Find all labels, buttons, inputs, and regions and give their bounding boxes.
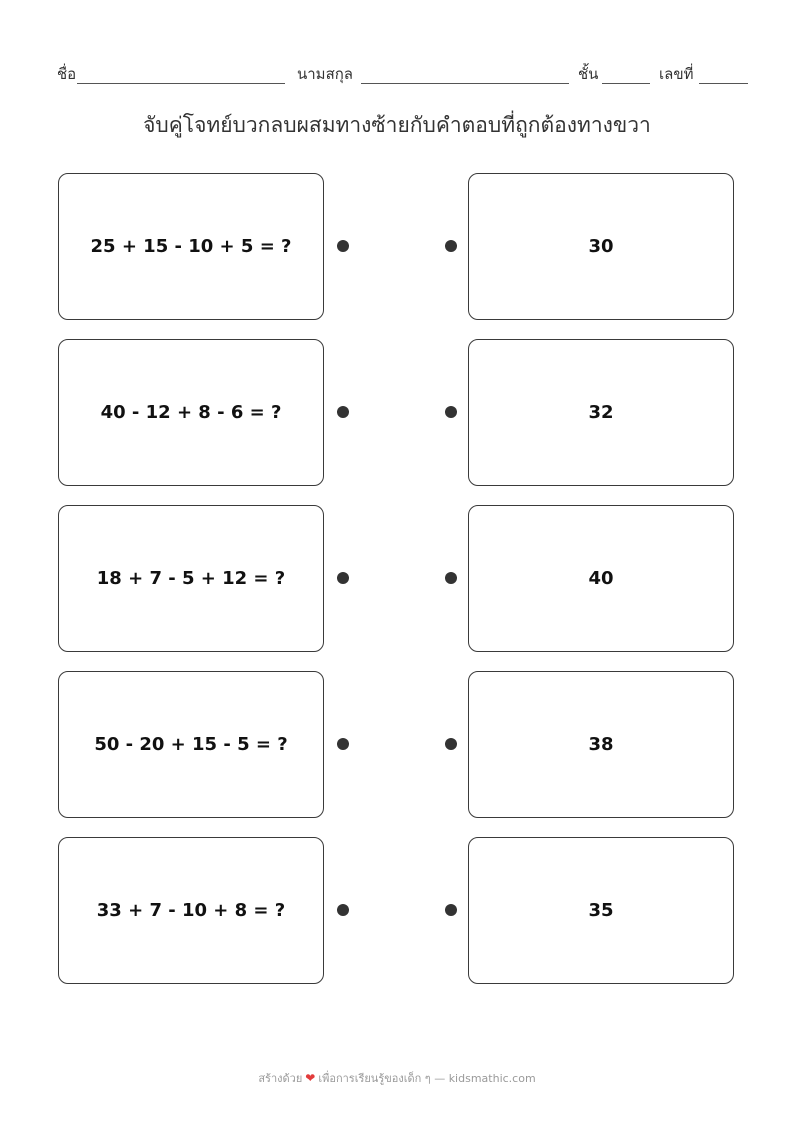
answer-card — [468, 339, 734, 486]
question-card — [58, 173, 324, 320]
answer-text: 38 — [588, 734, 614, 755]
question-text: 50 - 20 + 15 - 5 = ? — [94, 734, 288, 755]
question-card — [58, 671, 324, 818]
right-match-dot[interactable] — [445, 904, 457, 916]
question-card — [58, 505, 324, 652]
answer-card — [468, 505, 734, 652]
left-match-dot[interactable] — [337, 738, 349, 750]
name-field-line[interactable] — [77, 83, 285, 84]
question-text: 40 - 12 + 8 - 6 = ? — [100, 402, 282, 423]
footer-tagline: เพื่อการเรียนรู้ของเด็ก ๆ — kidsmathic.com — [318, 1072, 536, 1085]
footer-made-with: สร้างด้วย — [258, 1072, 303, 1085]
question-card — [58, 339, 324, 486]
question-text: 25 + 15 - 10 + 5 = ? — [90, 236, 292, 257]
right-match-dot[interactable] — [445, 240, 457, 252]
answer-card — [468, 837, 734, 984]
question-text: 33 + 7 - 10 + 8 = ? — [96, 900, 286, 921]
right-match-dot[interactable] — [445, 738, 457, 750]
footer-credit — [0, 1069, 794, 1087]
left-match-dot[interactable] — [337, 240, 349, 252]
right-match-dot[interactable] — [445, 572, 457, 584]
question-text: 18 + 7 - 5 + 12 = ? — [96, 568, 286, 589]
answer-card — [468, 671, 734, 818]
answer-text: 35 — [588, 900, 614, 921]
answer-text: 30 — [588, 236, 614, 257]
answer-text: 40 — [588, 568, 614, 589]
surname-field-line[interactable] — [361, 83, 569, 84]
left-match-dot[interactable] — [337, 406, 349, 418]
heart-icon: ❤ — [305, 1071, 316, 1085]
number-label: เลขที่ — [659, 65, 694, 83]
question-card — [58, 837, 324, 984]
class-field-line[interactable] — [602, 83, 650, 84]
left-match-dot[interactable] — [337, 904, 349, 916]
name-label: ชื่อ — [57, 65, 77, 83]
answer-text: 32 — [588, 402, 614, 423]
surname-label: นามสกุล — [297, 65, 353, 83]
left-match-dot[interactable] — [337, 572, 349, 584]
number-field-line[interactable] — [699, 83, 748, 84]
right-match-dot[interactable] — [445, 406, 457, 418]
class-label: ชั้น — [578, 65, 599, 83]
student-info-header — [57, 64, 748, 88]
answer-card — [468, 173, 734, 320]
worksheet-title: จับคู่โจทย์บวกลบผสมทางซ้ายกับคำตอบที่ถูกต้องทางขวา — [143, 113, 651, 137]
